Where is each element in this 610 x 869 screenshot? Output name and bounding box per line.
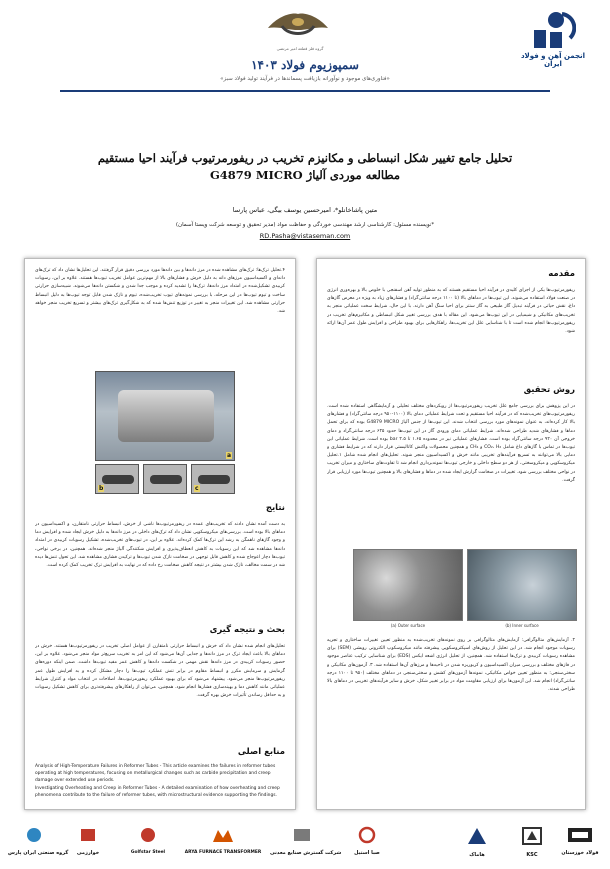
right-column <box>316 258 586 810</box>
sponsor-name: خوارزمی <box>76 850 100 856</box>
micrograph-outer-surface <box>353 549 463 621</box>
sponsor-name: صبا استیل <box>354 850 380 856</box>
paper-title <box>80 150 530 184</box>
symposium-slogan: «فناوری‌های موجود و نوآورانه بازیافت پسماندها در فرآیند تولید فولاد سبز» <box>220 76 390 82</box>
sponsor-logo-gostaresh <box>270 826 342 860</box>
sponsor-name: هاماک <box>469 852 485 858</box>
specimen-bar <box>102 475 134 484</box>
micrograph-inner-surface <box>467 549 577 621</box>
sponsor-logo-khouzestan <box>560 826 600 860</box>
sponsor-logo-saba <box>344 826 390 860</box>
sponsor-name: گروه صنعتی ایران پارس <box>8 850 69 856</box>
references-heading: منابع اصلی <box>237 747 285 757</box>
method-text: در این پژوهش برای بررسی جامع علل تخریب ریفورمرتیوب‌ها از رویکردهای مختلف تحلیلی و آزمایشگاهی استفاده شده است. ریفورمرتیوب‌های تخریب‌شده که در فرآیند احیا مستقیم و تحت شرایط عملیاتی دمای بالا (۱۱۰۰-۹۵۰ درجه سانتی‌گراد) و فشارهای بالا کار کرده‌اند، به عنوان نمونه‌های مورد بررسی انتخاب شدند. این تیوب‌ها از جنس آلیاژ G4879 MICRO بوده که برای تحمل دماها و فشارهای شدید طراحی شده‌اند. شرایط عملیاتی دمای ورودی گاز در این تیوب‌ها حدود ۶۲۵ درجه سانتی‌گراد و دمای خروجی آن ۹۲۰ درجه سانتی‌گراد بوده است. فشارهای عملیاتی نیز در محدوده ۱.۶۵ تا ۲.۵ bar بوده است. شرایط عملیاتی این تیوب‌ها در تماس با گازهای داغ شامل CO₂، H₂ و CH₄ و همچنین محصولات واکنش کاتالیستی قرار دارند که در شرایط فشاری و دمایی بالا می‌توانند به تسریع فرآیندهای تخریبی مانند خزش و اکسیداسیون منجر شوند. تحلیل‌های انجام شده شامل ۱.تحلیل میکروسکوپی و میکروسختی، از هر دو سطح داخلی و خارجی تیوب‌ها نمونه‌برداری انجام شد تا تفاوت‌های ساختاری و میزان تخریب در نواحی مختلف بررسی شود. تغییرات در ضخامت گزارش ایجاد شده در دماها و فشارهای بالا و همچنین تیوب‌ها مورد ارزیابی قرار گرفت. <box>327 404 575 483</box>
sponsor-logo-arya <box>184 826 262 860</box>
intro-heading: مقدمه <box>548 269 575 279</box>
figure-label-b: b <box>99 485 104 492</box>
affiliation: *نویسنده مسئول: کارشناسی ارشد مهندسی خوردگی و حفاظت مواد (مدیر تحقیق و توسعه شرکت ویستا آسمان) <box>175 222 435 228</box>
kharazmi-icon <box>77 826 99 844</box>
sponsor-name: فولاد خوزستان <box>561 850 599 856</box>
symposium-emblem-icon <box>258 6 338 46</box>
iisi-logo-icon <box>530 8 576 50</box>
hamak-icon <box>464 826 490 846</box>
symposium-subtitle: گروه فلز قطعه امیر مرتضی <box>276 46 324 51</box>
method-text-2: ۲. آزمایش‌های متالوگرافی: آزمایش‌های متالوگرافی بر روی نمونه‌های تخریب‌شده به منظور تعیین تغییرات ساختاری و تجزیه رسوبات موجود انجام شد. در این تحلیل از روش‌های اسپکتروسکوپی پیشرفته مانند میکروسکوپ الکترونی روبشی (SEM) برای مشاهده رسوبات کربیدی و ترک‌ها استفاده شد. همچنین، از تحلیل انرژی اشعه ایکس (EDS) برای شناسایی ترکیب عناصر موجود در فازهای مختلف و بررسی میزان اکسیداسیون و کربوریزه شدن در ناحیه‌ها و مرزهای آن‌ها استفاده شد. ۳. آزمون‌های مکانیکی و سختی‌سنجی: به منظور تعیین خواص مکانیکی، نمونه‌ها آزمون‌های کشش و سختی‌سنجی در دماهای مختلف (۹۵۰ تا ۱۱۰۰ درجه سانتی‌گراد) انجام شد. این آزمون‌ها برای ارزیابی مقاومت مواد در برابر تغییر شکل، خزش و سایر فرآیندهای تخریبی در دماهای بالا طراحی شدند. <box>327 638 575 693</box>
specimen-bar <box>150 475 182 484</box>
saba-steel-icon <box>352 826 382 844</box>
reference-1: Analysis of High-Temperature Failures in Reformer Tubes - This article examines the failures in reformer tubes operating at high temperatures, focusing on metallurgical changes such as carbide precipitation and creep damage over extended use periods. <box>35 764 276 783</box>
sponsor-logo-kharazmi <box>66 826 110 860</box>
results-heading: نتایج <box>265 503 285 513</box>
figure-label-c: c <box>195 485 199 492</box>
crack-analysis-text: ۴.تحلیل ترک‌ها: ترک‌های مشاهده شده در مرز دانه‌ها و بین دانه‌ها مورد بررسی دقیق قرار گرفتند. این تحلیل‌ها نشان داد که ترک‌های دانه‌ای و اکسیداسیون مرزهای دانه به دلیل خزش و فشارهای بالا از مهم‌ترین عوامل تخریب تیوب‌ها هستند. علاوه بر این، رسوبات کربیدی تشکیل‌شده در امتداد مرز دانه‌ها، ترک‌ها را تشدید کرده و موجب جدا شدن و شکستن دانه‌ها می‌شوند. شبیه‌سازی حرارتی ساخت و تیوم تیوب‌ها در این مرحله، با بررسی نمونه‌های تیوب تخریب‌شده، تیوم و نازک شدن قابل توجه تیوب‌ها به دلیل انبساط حرارتی مشاهده شد. این تغییرات منجر به تغییر در توزیع تنش‌ها شده که به شکل‌گیری ترک‌های بیشتر و تسریع تخریب منجر خواهد شد. <box>35 268 285 315</box>
reference-2: Investigating Overheating and Creep in Reformer Tubes - A detailed examination of how overheating and creep phenomena contribute to the failure of reformer tubes, with microstructural evidence supporting the findings. <box>35 786 280 798</box>
method-heading: روش تحقیق <box>523 385 575 395</box>
specimen-photo-c <box>191 464 235 494</box>
arya-furnace-icon <box>210 826 236 844</box>
sponsor-logo-ksc <box>512 826 552 860</box>
sponsor-logo-hamak <box>448 826 506 860</box>
conclusion-heading: بحث و نتیجه گیری <box>209 625 285 635</box>
sponsor-logo-golfstar <box>118 826 178 860</box>
sponsor-name: KSC <box>526 852 538 858</box>
results-text: به دست آمده نشان دادند که تخریب‌های عمده در ریفورمرتیوب‌ها ناشی از خزش، انبساط حرارتی نامتقارن، و اکسیداسیون در دماهای بالا بوده است. بررسی‌های میکروسکوپی نشان داد که ترک‌های داخلی در مرز دانه‌ها به دلیل خزش ایجاد شده و افزایش دما و وجود گازهای ناهمگن به رشد این ترک‌ها کمک کرده‌اند. علاوه بر این، در تیوب‌های تخریب‌شده، تشکیل رسوبات کربیدی در امتداد دانه‌ها مشاهده شد که این رسوبات به کاهش انعطاف‌پذیری و افزایش شکنندگی آلیاژ منجر شده‌اند. همچنین، در برخی نواحی، تیوب‌ها دچار اعوجاج شده و کاهش قابل توجهی در ضخامت نازک شدن تیوب‌ها و ترکیدن فشاری مشاهده شد. این تحول تنش‌ها دیده شد در سمت مخالف، نازک شدن بیشتر در نتیجه کاهش ضخامت رخ داده که در نهایت به افزایش ترک تخریب کمک کرده است. <box>35 522 285 569</box>
golfstar-icon <box>137 826 159 844</box>
title-line-1: تحلیل جامع تغییر شکل انبساطی و مکانیزم تخریب در ریفورمرتیوب فرآیند احیا مستقیم <box>97 151 513 165</box>
sponsor-bar <box>0 818 610 869</box>
sponsor-logo-iran-pars <box>8 826 69 860</box>
ksc-icon <box>521 826 543 846</box>
header <box>0 0 610 118</box>
specimen-photo-mid <box>143 464 187 494</box>
tube-shape <box>118 390 214 442</box>
conclusion-text: تحلیل‌های انجام شده نشان داد که خزش و انبساط حرارتی نامتقارن از عوامل اصلی تخریب در ریفورمرتیوب‌ها هستند. خزش در دماهای بالا باعث ایجاد ترک در مرز دانه‌ها و جدایی آن‌ها می‌شود که این امر به تخریب سریع‌تر مواد منجر می‌شود. علاوه بر این، حضور رسوبات کربیدی در مرز دانه‌ها نقش مهمی در شکست دانه‌ها و کاهش عمر مفید تیوب‌ها داشت. ضمن اینکه دوره‌های گرمایش و سرمایش مکرر و انبساط مقاوم در برابر تنش عملکرد تیوب‌ها را دچار مشکل کرده و به افزایش طول عمر ریفورمرتیوب‌ها منجر می‌شود. پیشنهاد می‌شود که برای بهبود عملکرد ریفورمرتیوب‌ها، اصلاحات در انتخاب مواد و کنترل شرایط عملیاتی مانند کاهش دما و بهینه‌سازی فشارها انجام شود. همچنین، می‌توان از راهکارهای پیشرفته‌تری برای کاهش تشکیل رسوبات و به حداقل رساندن تأثیرات خزش بهره گرفت. <box>35 644 285 699</box>
sponsor-name: Golfstar Steel <box>130 850 166 855</box>
header-divider <box>60 90 550 92</box>
symposium-title: سمپوزیوم فولاد ۱۴۰۳ <box>251 58 359 72</box>
left-column <box>24 258 296 810</box>
iran-pars-icon <box>22 826 46 844</box>
khouzestan-steel-icon <box>566 826 594 844</box>
specimen-photo-b <box>95 464 139 494</box>
figure-label-a: a <box>226 452 231 459</box>
sponsor-name: شرکت گسترش صنایع معدنی <box>270 850 342 856</box>
association-logo <box>518 8 588 68</box>
specimen-bar <box>198 475 230 484</box>
title-line-2: مطالعه موردی آلیاژ G4879 MICRO <box>209 168 400 182</box>
failed-tube-photo <box>95 371 235 461</box>
intro-text: ریفورمرتیوب‌ها یکی از اجزای کلیدی در فرآیند احیا مستقیم هستند که به منظور تولید آهن اسفنجی با خلوص بالا و بهره‌وری انرژی در صنعت فولاد استفاده می‌شوند. این تیوب‌ها در دماهای بالا (تا ۱۱۰۰ درجه سانتی‌گراد) و فشارهای زیاد به ویژه در معرض گازهای داغ، نقش حیاتی در فرآیند تبدیل گاز طبیعی به گاز سنتز برای احیا سنگ آهن دارند. با این حال، شرایط سخت عملیاتی منجر به تخریب‌های مکانیکی و شیمیایی در این تیوب‌ها می‌شود. این مقاله با هدف بررسی تغییر شکل انبساطی و مکانیزم‌های تخریب در ریفورمرتیوب‌ها انجام شده است تا با شناسایی علل این تخریب‌ها، راهکارهایی برای بهبود طراحی و افزایش طول عمر آن‌ها ارائه شود. <box>327 288 575 335</box>
gostaresh-icon <box>291 826 313 844</box>
caption-outer: (a) Outer surface <box>390 623 426 628</box>
authors: متین پاشاخانلو*، امیرحسین یوسف بیگی، عباس پارسا <box>232 206 378 214</box>
sponsor-name: ARYA FURNACE TRANSFORMER <box>184 850 262 855</box>
email-link[interactable]: RD.Pasha@vistaseman.com <box>259 232 351 240</box>
caption-inner: (b) Inner surface <box>505 623 539 628</box>
association-name: انجمن آهن و فولاد ایران <box>520 52 586 68</box>
